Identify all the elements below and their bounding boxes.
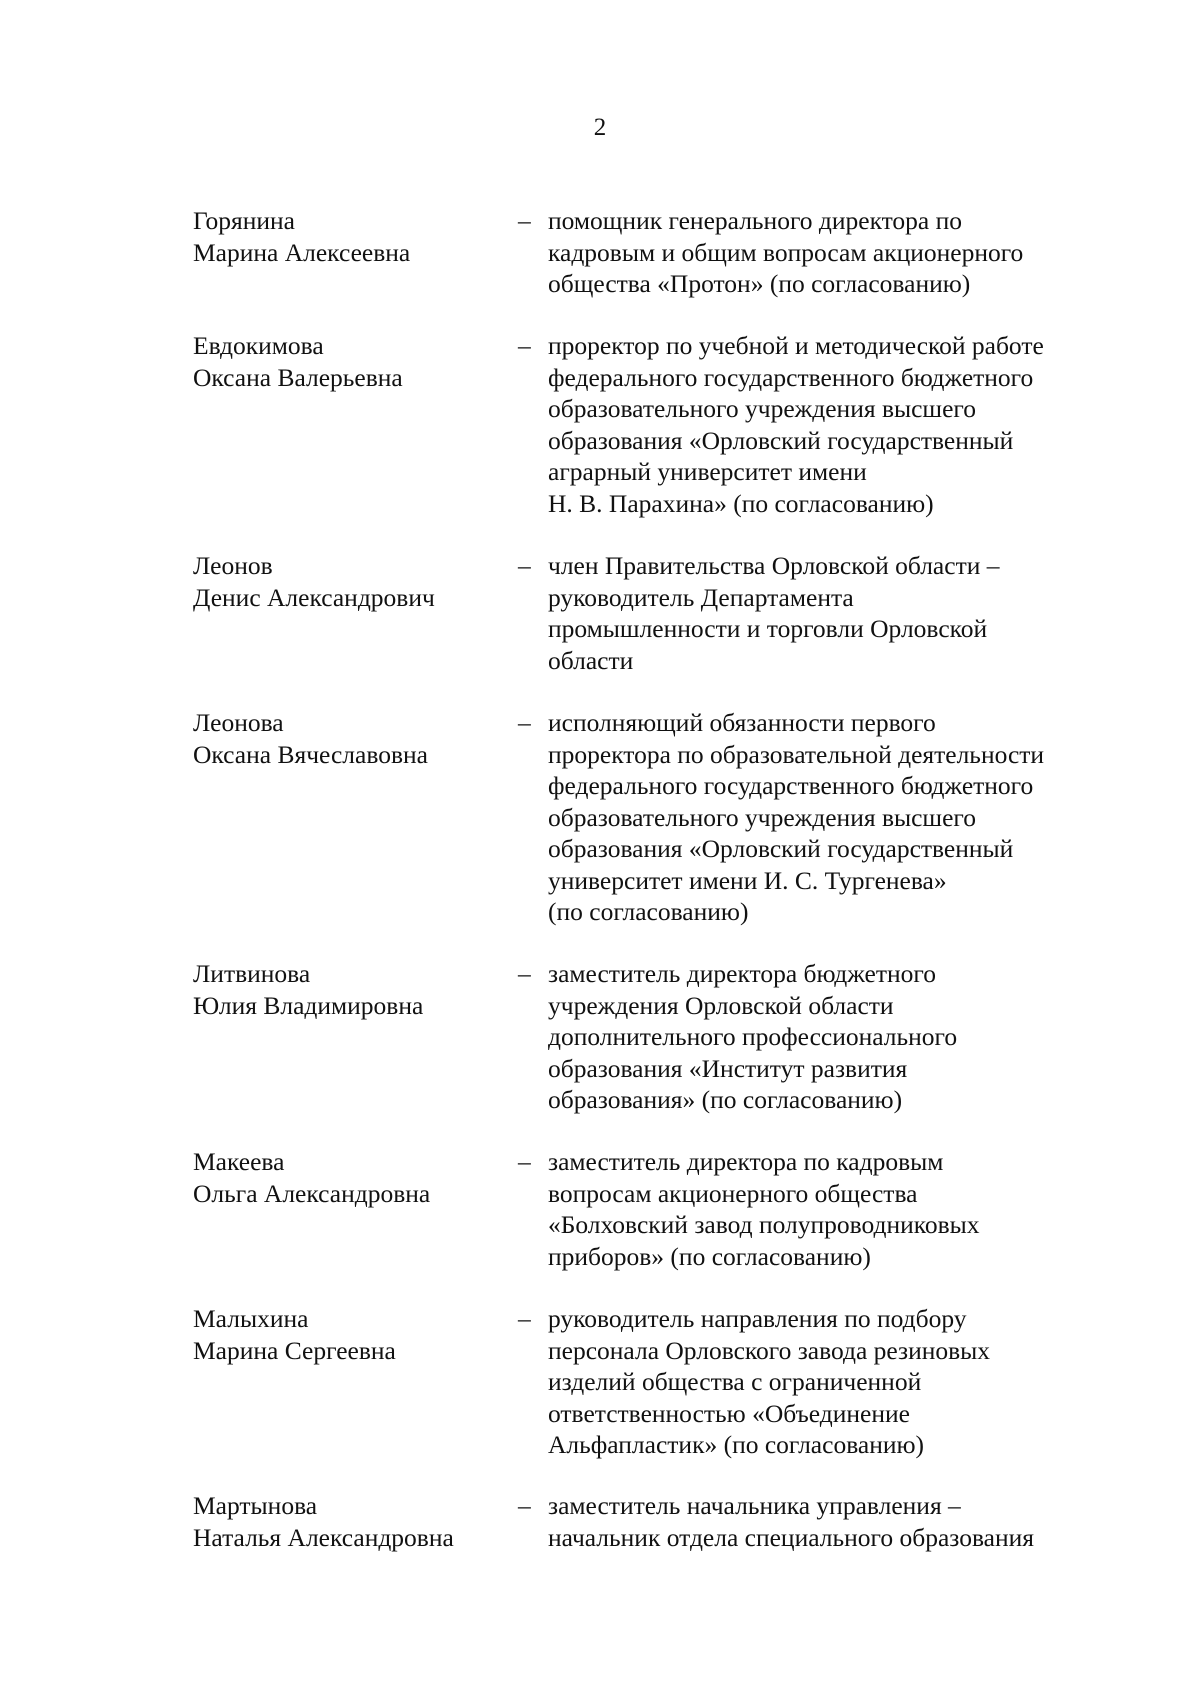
- member-position: [548, 1490, 1088, 1553]
- position-line: исполняющий обязанности первого: [548, 708, 936, 737]
- position-line: персонала Орловского завода резиновых: [548, 1335, 991, 1365]
- position-line: Альфапластик» (по согласованию): [548, 1430, 925, 1459]
- member-name: [193, 330, 523, 393]
- position-line: образования «Институт развития: [548, 1053, 908, 1083]
- position-line: заместитель начальника управления –: [548, 1491, 961, 1520]
- position-line: университет имени И. С. Тургенева»: [548, 865, 947, 895]
- member-given-name: Оксана Вячеславовна: [193, 739, 428, 769]
- member-given-name: Юлия Владимировна: [193, 990, 424, 1020]
- position-line: руководитель Департамента: [548, 582, 854, 612]
- dash-separator: –: [518, 331, 531, 360]
- dash-separator: –: [518, 959, 531, 988]
- position-line: общества «Протон» (по согласованию): [548, 269, 971, 298]
- position-line: «Болховский завод полупроводниковых: [548, 1210, 980, 1239]
- member-surname: Евдокимова: [193, 331, 324, 360]
- member-name: [193, 550, 523, 613]
- position-line: федерального государственного бюджетного: [548, 771, 1034, 800]
- position-line: (по согласованию): [548, 897, 749, 926]
- dash-separator: –: [518, 551, 531, 580]
- member-given-name: Денис Александрович: [193, 582, 435, 612]
- member-surname: Леонова: [193, 708, 284, 737]
- member-given-name: Ольга Александровна: [193, 1178, 431, 1208]
- member-surname: Литвинова: [193, 959, 311, 988]
- member-given-name: Наталья Александровна: [193, 1522, 454, 1552]
- position-line: дополнительного профессионального: [548, 1022, 958, 1051]
- member-position: [548, 1303, 1088, 1461]
- position-line: образования» (по согласованию): [548, 1085, 903, 1114]
- position-line: проректор по учебной и методической работе: [548, 331, 1044, 360]
- dash-separator: –: [518, 206, 531, 235]
- member-surname: Леонов: [193, 551, 273, 580]
- member-position: [548, 958, 1088, 1116]
- dash-separator: –: [518, 1304, 531, 1333]
- position-line: области: [548, 645, 634, 675]
- position-line: образовательного учреждения высшего: [548, 802, 976, 832]
- member-position: [548, 330, 1088, 519]
- position-line: аграрный университет имени: [548, 457, 867, 486]
- member-name: [193, 707, 523, 770]
- position-line: образования «Орловский государственный: [548, 834, 1014, 863]
- position-line: приборов» (по согласованию): [548, 1241, 871, 1271]
- page-number: 2: [593, 114, 607, 141]
- position-line: член Правительства Орловской области –: [548, 551, 1000, 580]
- member-given-name: Марина Сергеевна: [193, 1335, 396, 1365]
- dash-separator: –: [518, 708, 531, 737]
- member-name: [193, 1490, 523, 1553]
- member-name: [193, 958, 523, 1021]
- position-line: начальник отдела специального образования: [548, 1522, 1034, 1552]
- member-name: [193, 205, 523, 268]
- member-position: [548, 550, 1088, 676]
- position-line: заместитель директора бюджетного: [548, 959, 936, 988]
- member-position: [548, 707, 1088, 928]
- member-name: [193, 1146, 523, 1209]
- dash-separator: –: [518, 1147, 531, 1176]
- position-line: образования «Орловский государственный: [548, 425, 1014, 455]
- position-line: заместитель директора по кадровым: [548, 1147, 944, 1176]
- position-line: помощник генерального директора по: [548, 206, 963, 235]
- position-line: промышленности и торговли Орловской: [548, 614, 988, 643]
- position-line: кадровым и общим вопросам акционерного: [548, 237, 1024, 267]
- member-surname: Макеева: [193, 1147, 285, 1176]
- member-position: [548, 205, 1088, 300]
- position-line: федерального государственного бюджетного: [548, 362, 1034, 392]
- member-surname: Малыхина: [193, 1304, 309, 1333]
- position-line: учреждения Орловской области: [548, 990, 894, 1020]
- member-given-name: Марина Алексеевна: [193, 237, 411, 267]
- position-line: Н. В. Парахина» (по согласованию): [548, 488, 934, 518]
- member-surname: Мартынова: [193, 1491, 318, 1520]
- member-name: [193, 1303, 523, 1366]
- member-surname: Горянина: [193, 206, 295, 235]
- position-line: руководитель направления по подбору: [548, 1304, 967, 1333]
- member-position: [548, 1146, 1088, 1272]
- position-line: вопросам акционерного общества: [548, 1178, 918, 1208]
- position-line: ответственностью «Объединение: [548, 1398, 910, 1428]
- position-line: изделий общества с ограниченной: [548, 1367, 922, 1396]
- position-line: проректора по образовательной деятельности: [548, 739, 1045, 769]
- position-line: образовательного учреждения высшего: [548, 394, 976, 423]
- dash-separator: –: [518, 1491, 531, 1520]
- member-given-name: Оксана Валерьевна: [193, 362, 403, 392]
